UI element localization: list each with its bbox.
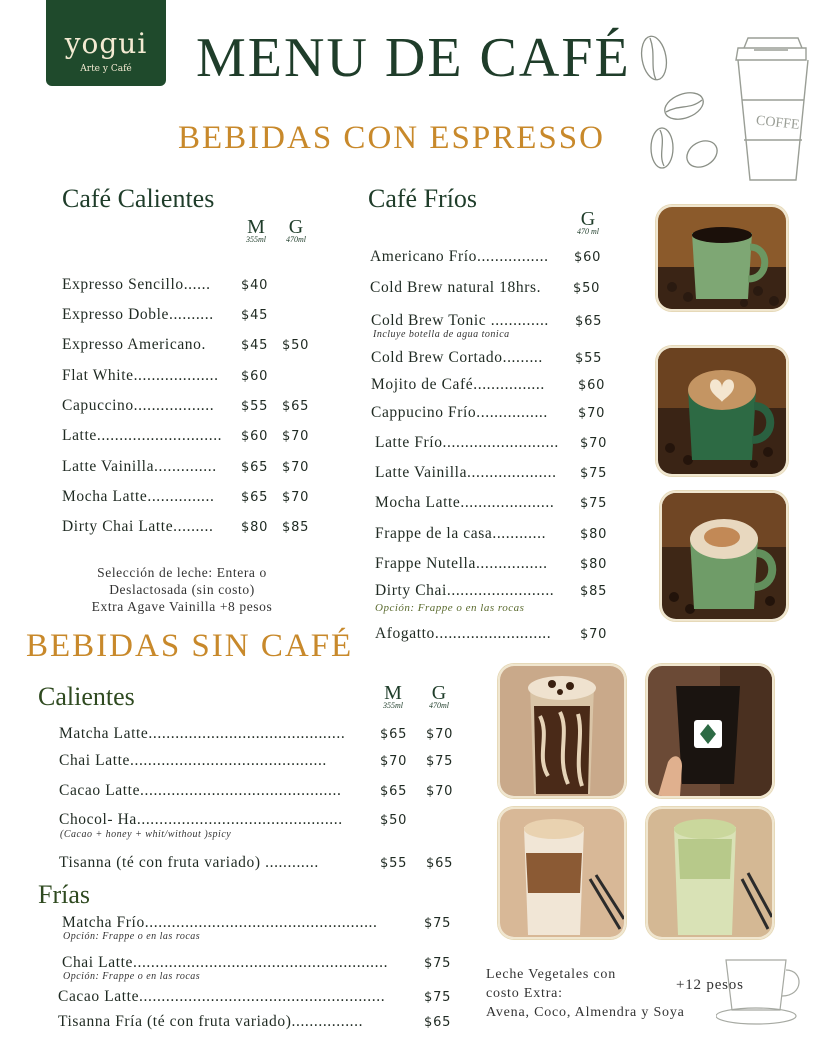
logo-brand: yogui (64, 27, 148, 60)
hot-americano-photo (656, 205, 788, 311)
size-m-ml: 355ml (246, 235, 266, 244)
iced-latte-photo (498, 807, 626, 939)
menu-item-name: Chai Latte............................................ (59, 752, 327, 769)
cafe-calientes-heading: Café Calientes (62, 184, 215, 213)
size-g-label: G (288, 216, 304, 238)
menu-item-price-g: $70 (580, 627, 608, 642)
menu-item-price-m: $60 (241, 429, 269, 444)
menu-item-name: Mocha Latte............... (62, 488, 215, 505)
section-sin-cafe-heading: BEBIDAS SIN CAFÉ (26, 628, 354, 664)
cold-brew-photo (646, 664, 774, 798)
size-g-frio-header (568, 208, 608, 236)
menu-item-name: Frappe de la casa............ (375, 525, 547, 542)
milk-note-line: Deslactosada (sin costo) (109, 582, 255, 597)
capuccino-photo (660, 491, 788, 621)
menu-item-price-g: $75 (424, 916, 452, 931)
menu-item-price-m: $50 (380, 813, 408, 828)
menu-item-price-m: $45 (241, 338, 269, 353)
menu-item-price-g: $70 (426, 784, 454, 799)
menu-item-price-g: $80 (580, 527, 608, 542)
menu-item-name: Tisanna (té con fruta variado) ............ (59, 854, 319, 871)
size-g-frio-label: G (580, 208, 596, 230)
menu-item-note: Opción: Frappe o en las rocas (63, 931, 201, 942)
menu-item-name: Frappe Nutella................ (375, 555, 548, 572)
sin-cafe-size-g-label: G (431, 682, 447, 704)
sin-cafe-size-g-header (419, 682, 459, 710)
size-m-label: M (247, 216, 265, 238)
sin-cafe-size-m-label: M (384, 682, 402, 704)
menu-item-price-g: $50 (573, 281, 601, 296)
menu-item-price-g: $70 (282, 429, 310, 444)
menu-item-price-m: $65 (380, 784, 408, 799)
size-g-frio-ml: 470 ml (577, 227, 599, 236)
menu-item-name: Tisanna Fría (té con fruta variado)................ (58, 1013, 364, 1030)
menu-item-price-g: $70 (426, 727, 454, 742)
coffee-cup-sketch (726, 30, 816, 190)
menu-item-name: Matcha Frío.................................................... (62, 914, 378, 931)
menu-item-price-g: $65 (282, 399, 310, 414)
menu-item-name: Cappucino Frío................ (371, 404, 548, 421)
menu-item-name: Latte............................ (62, 427, 223, 444)
menu-item-price-g: $65 (424, 1015, 452, 1030)
menu-item-price-g: $75 (580, 496, 608, 511)
page-title: MENU DE CAFÉ (196, 27, 631, 89)
plant-milk-line: costo Extra: (486, 986, 563, 1001)
menu-item-name: Cold Brew Cortado......... (371, 349, 543, 366)
menu-item-price-m: $65 (380, 727, 408, 742)
menu-item-price-m: $40 (241, 278, 269, 293)
menu-item-price-g: $75 (424, 990, 452, 1005)
latte-art-photo (656, 346, 788, 476)
size-m-header (236, 216, 276, 244)
menu-item-price-g: $65 (575, 314, 603, 329)
plant-milk-line: Avena, Coco, Almendra y Soya (486, 1005, 685, 1020)
cup-saucer-sketch (716, 940, 816, 1040)
logo-tagline: Arte y Café (80, 64, 132, 74)
milk-note-line: Selección de leche: Entera o (97, 565, 267, 580)
plant-milk-line: Leche Vegetales con (486, 967, 616, 982)
menu-item-note: Incluye botella de agua tonica (373, 329, 510, 340)
menu-item-price-g: $70 (580, 436, 608, 451)
menu-item-name: Dirty Chai........................ (375, 582, 555, 599)
menu-item-name: Latte Frío.......................... (375, 434, 559, 451)
menu-item-name: Mocha Latte..................... (375, 494, 555, 511)
matcha-latte-photo (646, 807, 774, 939)
menu-item-note: Opción: Frappe o en las rocas (375, 602, 525, 614)
size-g-header (276, 216, 316, 244)
logo (46, 0, 166, 86)
menu-item-name: Cacao Latte....................................................... (58, 988, 386, 1005)
menu-item-name: Latte Vainilla.................... (375, 464, 557, 481)
menu-item-name: Chai Latte......................................................... (62, 954, 389, 971)
menu-item-name: Americano Frío................ (370, 248, 549, 265)
section-espresso-heading: BEBIDAS CON ESPRESSO (178, 120, 605, 156)
menu-item-name: Cacao Latte............................................. (59, 782, 342, 799)
menu-item-price-g: $65 (426, 856, 454, 871)
menu-item-name: Afogatto.......................... (375, 625, 552, 642)
menu-item-price-g: $55 (575, 351, 603, 366)
menu-item-price-m: $65 (241, 460, 269, 475)
menu-item-price-g: $70 (282, 490, 310, 505)
menu-item-price-m: $80 (241, 520, 269, 535)
menu-item-note: (Cacao + honey + whit/without )spicy (60, 829, 232, 840)
sin-cafe-calientes-heading: Calientes (38, 682, 135, 711)
menu-item-price-m: $55 (241, 399, 269, 414)
menu-item-name: Expresso Doble.......... (62, 306, 214, 323)
menu-item-name: Mojito de Café................ (371, 376, 545, 393)
menu-item-name: Expresso Sencillo...... (62, 276, 211, 293)
menu-item-price-m: $70 (380, 754, 408, 769)
menu-item-name: Cold Brew natural 18hrs. (370, 279, 542, 296)
mocha-frappe-photo (498, 664, 626, 798)
menu-item-name: Latte Vainilla.............. (62, 458, 217, 475)
sin-cafe-size-g-ml: 470ml (429, 701, 449, 710)
coffee-cup-label: COFFE (755, 113, 801, 133)
menu-item-price-m: $55 (380, 856, 408, 871)
menu-item-name: Cold Brew Tonic ............. (371, 312, 549, 329)
menu-item-price-g: $60 (574, 250, 602, 265)
menu-item-name: Matcha Latte............................................ (59, 725, 346, 742)
menu-item-price-g: $50 (282, 338, 310, 353)
menu-item-price-g: $85 (282, 520, 310, 535)
menu-item-price-g: $80 (580, 557, 608, 572)
menu-item-note: Opción: Frappe o en las rocas (63, 971, 201, 982)
menu-item-price-g: $75 (426, 754, 454, 769)
sin-cafe-size-m-header (373, 682, 413, 710)
menu-item-name: Chocol- Ha.............................................. (59, 811, 343, 828)
cafe-frios-heading: Café Fríos (368, 184, 478, 213)
coffee-beans-sketch (640, 30, 720, 170)
milk-note (62, 564, 302, 615)
menu-item-name: Expresso Americano. (62, 336, 206, 353)
sin-cafe-size-m-ml: 355ml (383, 701, 403, 710)
sin-cafe-frias-heading: Frías (38, 880, 90, 909)
menu-item-name: Capuccino.................. (62, 397, 215, 414)
menu-item-price-g: $70 (578, 406, 606, 421)
menu-item-price-m: $65 (241, 490, 269, 505)
plant-milk-price: +12 pesos (676, 977, 744, 993)
milk-note-line: Extra Agave Vainilla +8 pesos (91, 599, 273, 614)
menu-item-price-g: $75 (424, 956, 452, 971)
menu-item-name: Dirty Chai Latte......... (62, 518, 214, 535)
menu-item-price-g: $75 (580, 466, 608, 481)
size-g-ml: 470ml (286, 235, 306, 244)
menu-item-price-g: $85 (580, 584, 608, 599)
menu-item-price-g: $60 (578, 378, 606, 393)
menu-item-price-m: $60 (241, 369, 269, 384)
menu-item-name: Flat White................... (62, 367, 219, 384)
menu-item-price-m: $45 (241, 308, 269, 323)
menu-item-price-g: $70 (282, 460, 310, 475)
